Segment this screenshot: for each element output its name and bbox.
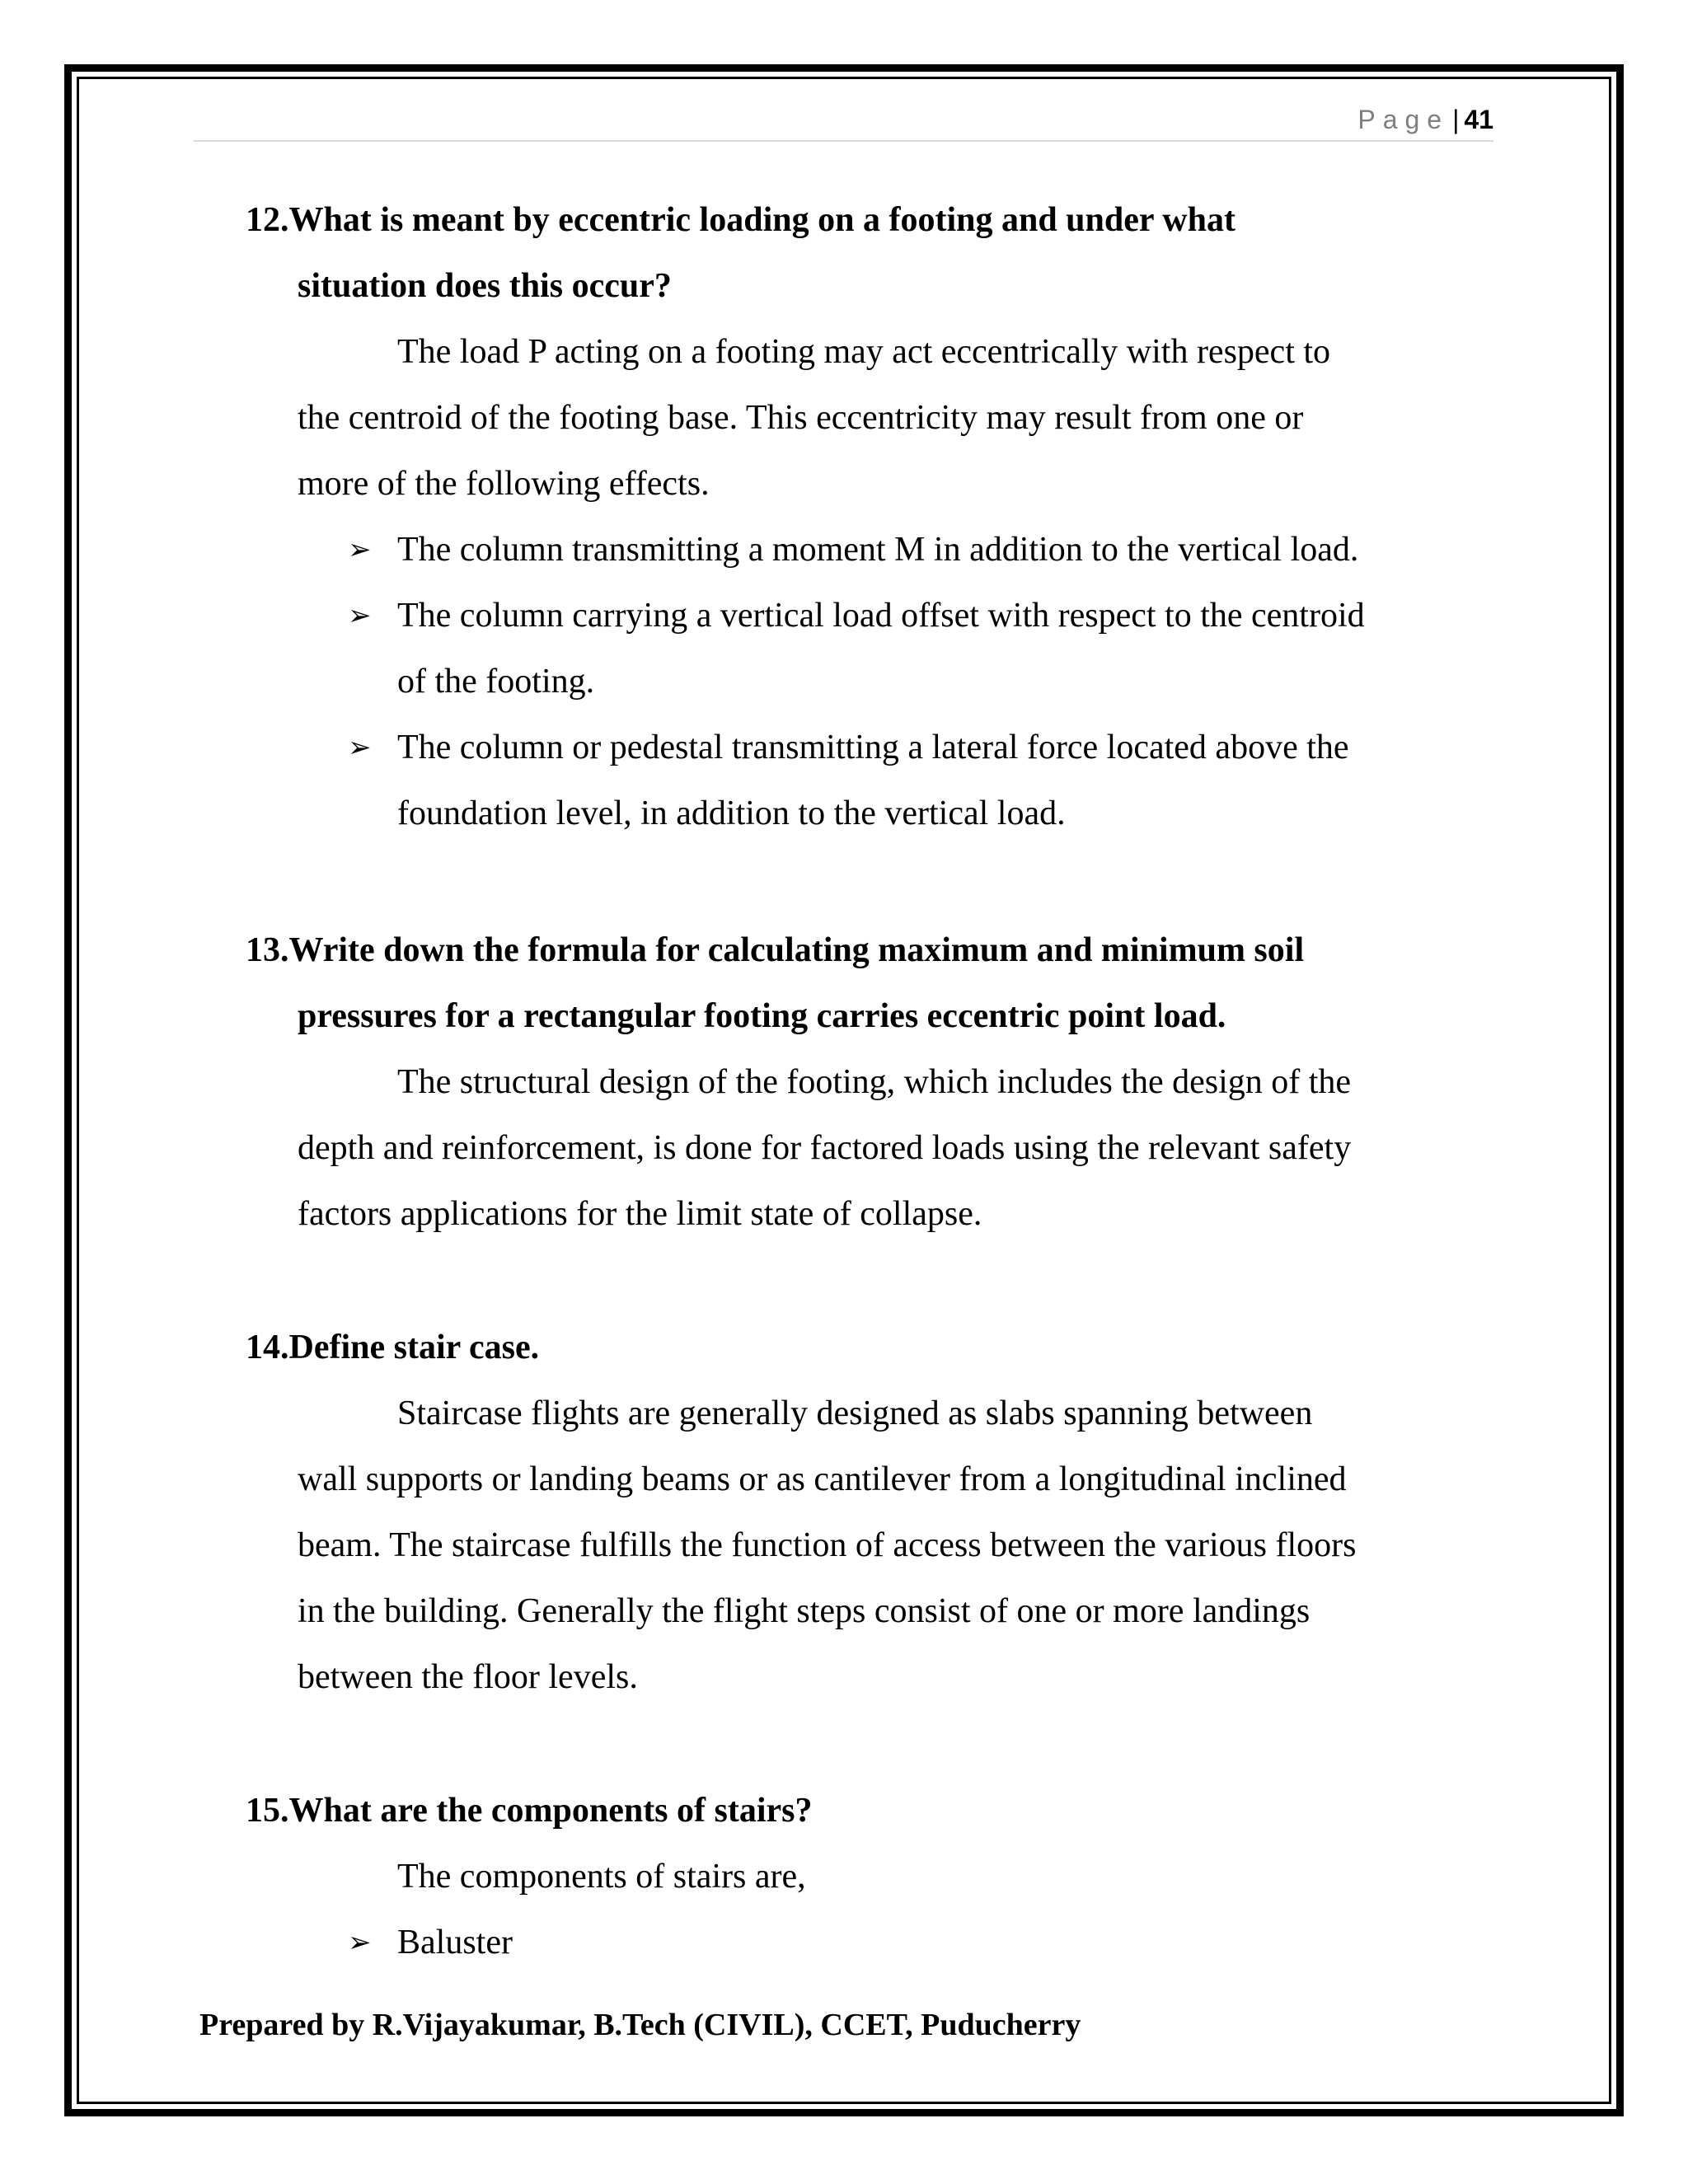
bullet-arrow-icon: ➢ bbox=[348, 1926, 372, 1959]
bullet-item: Baluster bbox=[397, 1924, 513, 1961]
question-13-title-cont: pressures for a rectangular footing carries eccentric point load. bbox=[298, 997, 1226, 1035]
answer-14-line: in the building. Generally the flight steps consist of one or more landings bbox=[298, 1592, 1311, 1630]
bullet-arrow-icon: ➢ bbox=[348, 533, 372, 566]
page-separator: | bbox=[1452, 105, 1460, 134]
question-14-title: 14.Define stair case. bbox=[246, 1329, 540, 1366]
answer-13-line: factors applications for the limit state of collapse. bbox=[298, 1195, 982, 1233]
answer-15-line: The components of stairs are, bbox=[397, 1858, 806, 1896]
answer-13-line: depth and reinforcement, is done for factored loads using the relevant safety bbox=[298, 1129, 1352, 1167]
answer-14-line: beam. The staircase fulfills the function of access between the various floors bbox=[298, 1526, 1357, 1564]
answer-14-line: Staircase flights are generally designed as slabs spanning between bbox=[397, 1394, 1313, 1432]
page-number: 41 bbox=[1464, 105, 1493, 134]
answer-14-line: wall supports or landing beams or as cantilever from a longitudinal inclined bbox=[298, 1460, 1347, 1498]
answer-12-line: the centroid of the footing base. This eccentricity may result from one or bbox=[298, 399, 1304, 437]
question-15-title: 15.What are the components of stairs? bbox=[246, 1792, 813, 1830]
question-13-title: 13.Write down the formula for calculating maximum and minimum soil bbox=[246, 931, 1305, 969]
answer-12-line: The load P acting on a footing may act eccentrically with respect to bbox=[397, 333, 1331, 371]
answer-14-line: between the floor levels. bbox=[298, 1658, 638, 1696]
bullet-arrow-icon: ➢ bbox=[348, 731, 372, 764]
bullet-item-cont: of the footing. bbox=[397, 663, 595, 701]
page-label: Page bbox=[1357, 105, 1450, 134]
bullet-arrow-icon: ➢ bbox=[348, 599, 372, 632]
bullet-item: The column transmitting a moment M in addition to the vertical load. bbox=[397, 531, 1359, 569]
answer-12-line: more of the following effects. bbox=[298, 465, 710, 503]
answer-13-line: The structural design of the footing, which includes the design of the bbox=[397, 1063, 1352, 1101]
bullet-item-cont: foundation level, in addition to the vertical load. bbox=[397, 794, 1066, 832]
question-12-title: 12.What is meant by eccentric loading on a footing and under what bbox=[246, 201, 1236, 239]
question-12-title-cont: situation does this occur? bbox=[298, 267, 672, 305]
bullet-item: The column carrying a vertical load offset with respect to the centroid bbox=[397, 597, 1365, 635]
bullet-item: The column or pedestal transmitting a lateral force located above the bbox=[397, 729, 1349, 766]
page-header bbox=[194, 99, 1493, 142]
page-footer: Prepared by R.Vijayakumar, B.Tech (CIVIL), CCET, Puducherry bbox=[199, 2008, 1081, 2042]
